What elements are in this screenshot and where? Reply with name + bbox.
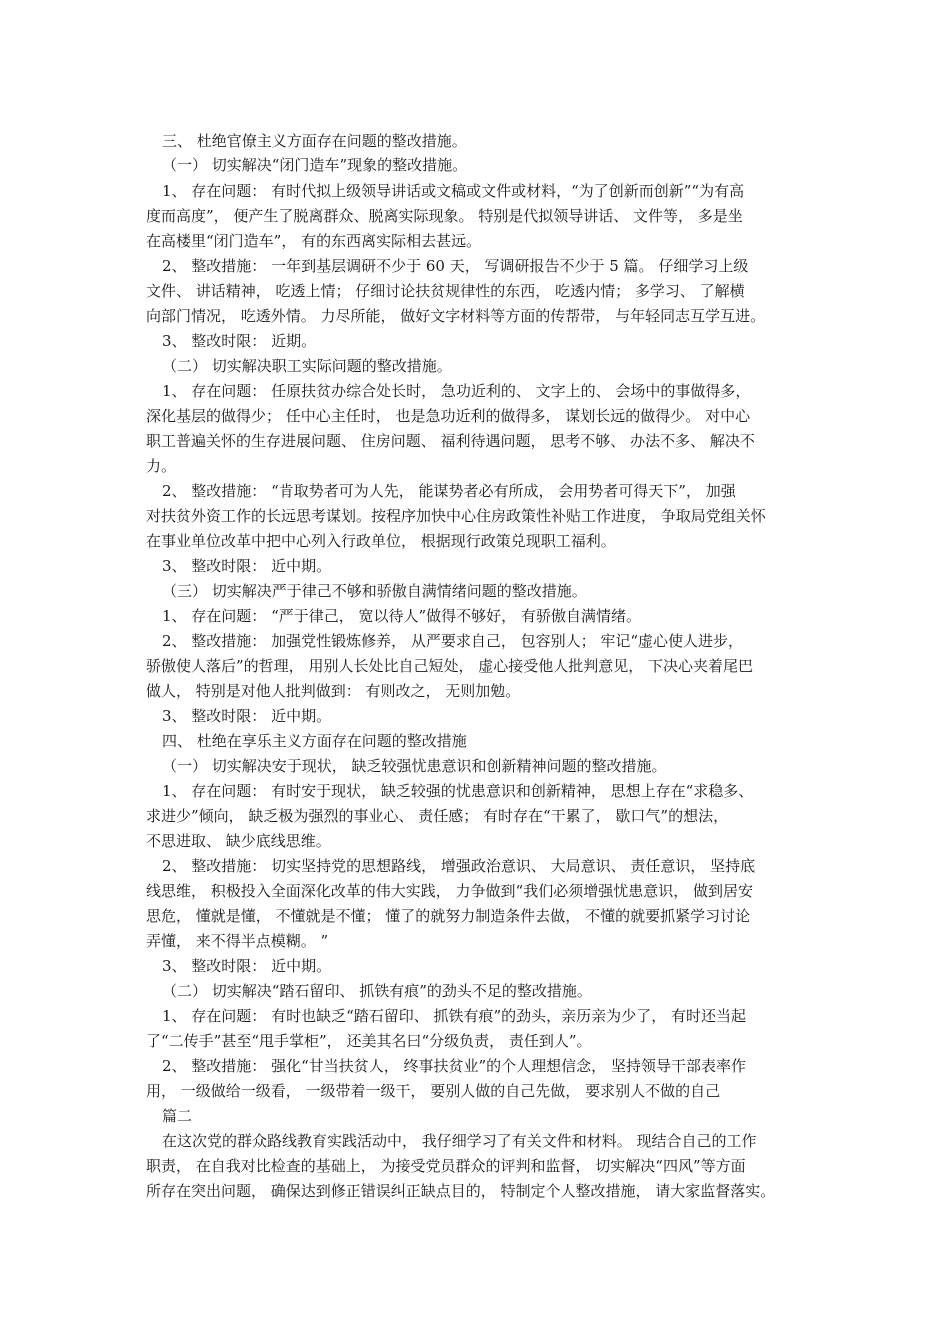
subsection-heading: （二） 切实解决“踏石留印、 抓铁有痕”的劲头不足的整改措施。 <box>162 982 592 1000</box>
paragraph-line: 思危， 懂就是懂， 不懂就是不懂； 懂了的就努力制造条件去做， 不懂的就要抓紧学习讨论 <box>146 907 751 925</box>
paragraph-line: 职工普遍关怀的生存进展问题、 住房问题、 福利待遇问题， 思考不够、 办法不多、 解决不 <box>146 432 755 450</box>
paragraph-line: 1、 存在问题： 有时代拟上级领导讲话或文稿或文件或材料，“为了创新而创新”“为有高 <box>162 182 745 200</box>
paragraph-line: 在事业单位改革中把中心列入行政单位， 根据现行政策兑现职工福利。 <box>146 532 616 550</box>
paragraph-line: 2、 整改措施： 加强党性锻炼修养， 从严要求自己， 包容别人； 牢记“虚心使人进步， <box>162 632 744 650</box>
paragraph-line: 在高楼里“闭门造车”， 有的东西离实际相去甚远。 <box>146 232 482 250</box>
paragraph-line: 求进少”倾向， 缺乏极为强烈的事业心、 责任感； 有时存在“干累了， 歇口气”的想法， <box>146 807 729 825</box>
paragraph-line: 3、 整改时限： 近中期。 <box>162 557 332 575</box>
paragraph-line: 2、 整改措施： 强化“甘当扶贫人， 终事扶贫业”的个人理想信念， 坚持领导干部表率作 <box>162 1057 746 1075</box>
paragraph-line: 2、 整改措施： “肯取势者可为人先， 能谋势者必有所成， 会用势者可得天下”， 加强 <box>162 482 736 500</box>
paragraph-line: 3、 整改时限： 近期。 <box>162 332 317 350</box>
subsection-heading: （二） 切实解决职工实际问题的整改措施。 <box>162 357 452 375</box>
paragraph-line: 做人， 特别是对他人批判做到： 有则改之， 无则加勉。 <box>146 682 521 700</box>
paragraph-line: 所存在突出问题， 确保达到修正错误纠正缺点目的， 特制定个人整改措施， 请大家监督落实。 <box>146 1182 776 1200</box>
paragraph-line: 了“二传手”甚至“甩手掌柜”， 还美其名曰“分级负责， 责任到人”。 <box>146 1032 592 1050</box>
paragraph-line: 1、 存在问题： “严于律己， 宽以待人”做得不够好， 有骄傲自满情绪。 <box>162 607 641 625</box>
paragraph-line: 深化基层的做得少； 任中心主任时， 也是急功近利的做得多， 谋划长远的做得少。 对中心 <box>146 407 751 425</box>
paragraph-line: 2、 整改措施： 一年到基层调研不少于 60 天， 写调研报告不少于 5 篇。 仔细学习上级 <box>162 257 749 275</box>
subsection-heading: （一） 切实解决“闭门造车”现象的整改措施。 <box>162 156 468 174</box>
paragraph-line: 3、 整改时限： 近中期。 <box>162 957 332 975</box>
paragraph-line: 文件、 讲话精神， 吃透上情； 仔细讨论扶贫规律性的东西， 吃透内情； 多学习、 了解横 <box>146 282 745 300</box>
paragraph-line: 职责， 在自我对比检查的基础上， 为接受党员群众的评判和监督， 切实解决“四风”等方面 <box>146 1157 746 1175</box>
paragraph-line: 度而高度”， 便产生了脱离群众、脱离实际现象。 特别是代拟领导讲话、 文件等， 多是坐 <box>146 207 743 225</box>
paragraph-line: 用， 一级做给一级看， 一级带着一级干， 要别人做的自己先做， 要求别人不做的自己 <box>146 1082 721 1100</box>
paragraph-line: 在这次党的群众路线教育实践活动中， 我仔细学习了有关文件和材料。 现结合自己的工作 <box>162 1132 757 1150</box>
paragraph-line: 1、 存在问题： 有时也缺乏“踏石留印、 抓铁有痕”的劲头，亲历亲为少了， 有时还当起 <box>162 1007 746 1025</box>
subsection-heading: （一） 切实解决安于现状， 缺乏较强忧患意识和创新精神问题的整改措施。 <box>162 757 667 775</box>
paragraph-line: 骄傲使人落后”的哲理， 用别人长处比自己短处， 虚心接受他人批判意见， 下决心夹着尾巴 <box>146 657 753 675</box>
subsection-heading: （三） 切实解决严于律己不够和骄傲自满情绪问题的整改措施。 <box>162 582 587 600</box>
paragraph-line: 向部门情况， 吃透外情。 力尽所能， 做好文字材料等方面的传帮带， 与年轻同志互学互进。 <box>146 307 766 325</box>
paragraph-line: 对扶贫外资工作的长远思考谋划。按程序加快中心住房政策性补贴工作进度， 争取局党组关怀 <box>146 507 766 525</box>
paragraph-line: 线思维， 积极投入全面深化改革的伟大实践， 力争做到“我们必须增强忧患意识， 做到居安 <box>146 882 753 900</box>
paragraph-line: 力。 <box>146 457 177 475</box>
paragraph-line: 不思进取、 缺少底线思维。 <box>146 832 331 850</box>
paragraph-line: 弄懂， 来不得半点模糊。 ” <box>146 932 329 950</box>
section-heading-3: 三、 杜绝官僚主义方面存在问题的整改措施。 <box>162 132 467 150</box>
paragraph-line: 1、 存在问题： 任原扶贫办综合处长时， 急功近利的、 文字上的、 会场中的事做得多， <box>162 382 751 400</box>
paragraph-line: 2、 整改措施： 切实坚持党的思想路线， 增强政治意识、 大局意识、 责任意识， 坚持底 <box>162 857 756 875</box>
section-heading-4: 四、 杜绝在享乐主义方面存在问题的整改措施 <box>162 732 467 750</box>
part-heading: 篇二 <box>162 1107 193 1125</box>
paragraph-line: 3、 整改时限： 近中期。 <box>162 707 332 725</box>
paragraph-line: 1、 存在问题： 有时安于现状， 缺乏较强的忧患意识和创新精神， 思想上存在“求稳多、 <box>162 782 754 800</box>
